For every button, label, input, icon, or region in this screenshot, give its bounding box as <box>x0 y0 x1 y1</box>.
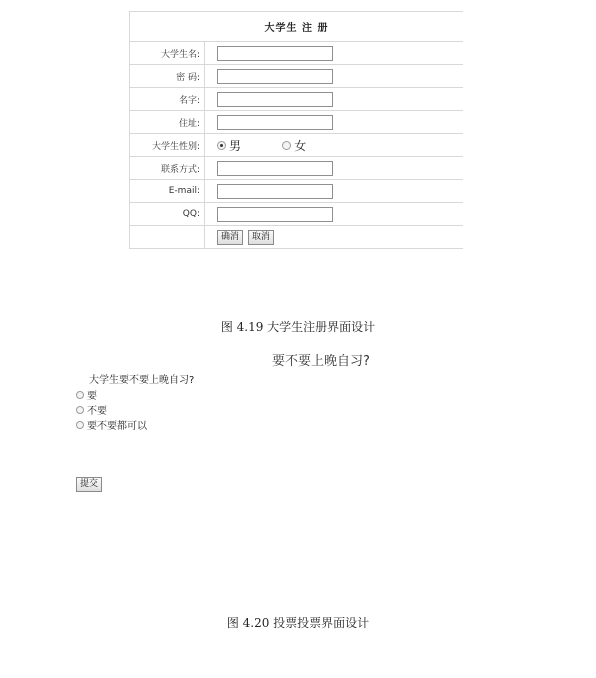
form-row-username <box>130 42 464 65</box>
username-input[interactable] <box>217 46 333 61</box>
form-row-password <box>130 65 464 88</box>
qq-label: QQ: <box>130 203 205 226</box>
form-row-qq <box>130 203 464 226</box>
form-row-buttons <box>130 226 464 249</box>
contact-label: 联系方式: <box>130 157 205 180</box>
confirm-button[interactable]: 确消 <box>217 230 243 245</box>
radio-unchecked-icon <box>76 406 84 414</box>
name-label: 名字: <box>130 88 205 111</box>
password-label: 密 码: <box>130 65 205 88</box>
form-row-contact <box>130 157 464 180</box>
figure-caption-vote: 图 4.20 投票投票界面设计 <box>226 616 370 630</box>
gender-radio-male[interactable] <box>217 137 241 154</box>
figure-caption-registration: 图 4.19 大学生注册界面设计 <box>220 320 376 334</box>
vote-option-either-label: 要不要都可以 <box>87 421 147 432</box>
radio-unchecked-icon <box>282 141 291 150</box>
qq-input[interactable] <box>217 207 333 222</box>
registration-title: 大学生 注 册 <box>130 12 464 42</box>
vote-option-no-label: 不要 <box>87 406 107 417</box>
empty-label-cell <box>130 226 205 249</box>
vote-option-either[interactable] <box>76 417 147 432</box>
password-input[interactable] <box>217 69 333 84</box>
form-row-email <box>130 180 464 203</box>
address-input[interactable] <box>217 115 333 130</box>
address-label: 住址: <box>130 111 205 134</box>
gender-label: 大学生性别: <box>130 134 205 157</box>
contact-input[interactable] <box>217 161 333 176</box>
username-label: 大学生名: <box>130 42 205 65</box>
registration-form <box>129 11 463 249</box>
vote-heading: 要不要上晚自习? <box>272 354 370 369</box>
radio-unchecked-icon <box>76 421 84 429</box>
name-input[interactable] <box>217 92 333 107</box>
submit-button[interactable]: 提交 <box>76 477 102 492</box>
gender-option-male-label: 男 <box>229 138 242 153</box>
cancel-button[interactable]: 取消 <box>248 230 274 245</box>
email-label: E-mail: <box>130 180 205 203</box>
form-row-name <box>130 88 464 111</box>
gender-option-female-label: 女 <box>294 138 307 153</box>
radio-unchecked-icon <box>76 391 84 399</box>
vote-option-yes[interactable] <box>76 387 147 402</box>
vote-option-yes-label: 要 <box>87 391 97 402</box>
radio-checked-icon <box>217 141 226 150</box>
vote-options-list <box>76 387 147 432</box>
email-input[interactable] <box>217 184 333 199</box>
gender-radio-female[interactable] <box>282 137 306 154</box>
vote-question: 大学生要不要上晚自习? <box>89 375 195 386</box>
vote-option-no[interactable] <box>76 402 147 417</box>
form-row-gender <box>130 134 464 157</box>
form-row-address <box>130 111 464 134</box>
